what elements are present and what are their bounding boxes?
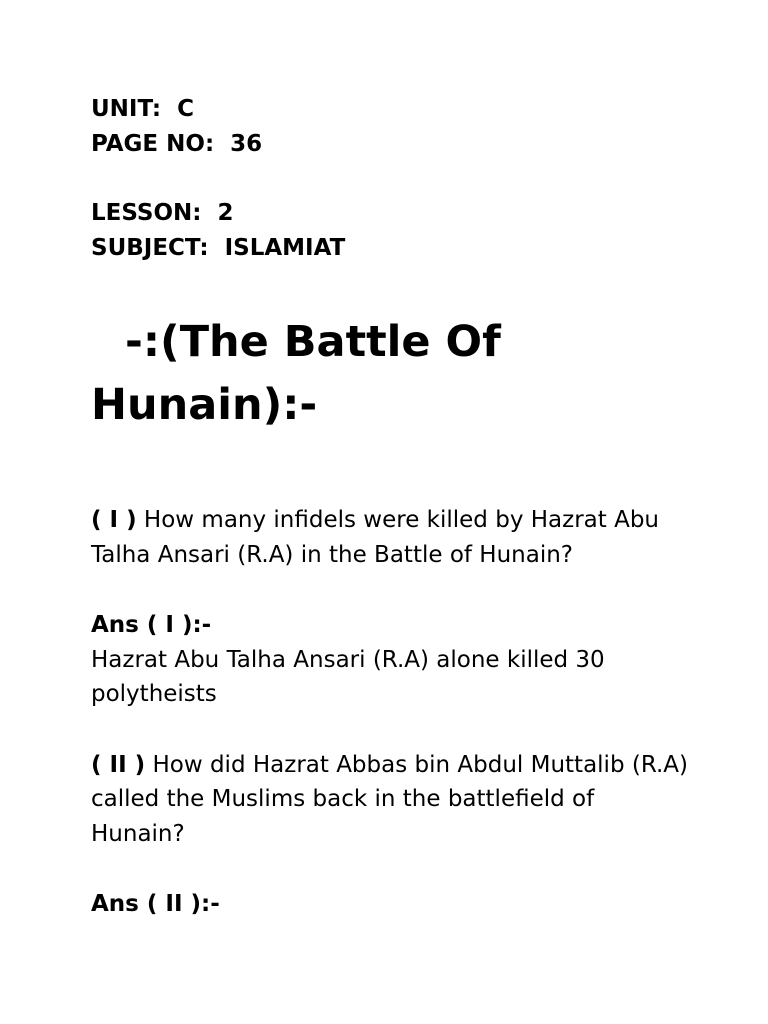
lesson-line (91, 196, 691, 231)
answer-1-text: Hazrat Abu Talha Ansari (R.A) alone killed 30 polytheists (91, 646, 605, 707)
subject-line (91, 231, 691, 266)
question-1-marker: ( I ) (91, 507, 137, 533)
page-number-label: PAGE NO: (91, 130, 215, 157)
page-title: -:(The Battle Of Hunain):- (91, 317, 501, 430)
document-page (91, 92, 691, 922)
unit-line (91, 92, 691, 127)
question-1 (91, 503, 691, 572)
answer-2-heading: Ans ( II ):- (91, 891, 220, 917)
subject-value: ISLAMIAT (224, 234, 346, 261)
question-2-marker: ( II ) (91, 751, 146, 778)
unit-label: UNIT: (91, 96, 162, 122)
lesson-label: LESSON: (91, 200, 202, 226)
lesson-value: 2 (217, 200, 234, 226)
subject-label: SUBJECT: (91, 234, 209, 261)
unit-value: C (177, 96, 195, 122)
question-2 (91, 748, 691, 852)
page-number-line (91, 127, 691, 162)
meta-spacer (91, 161, 691, 196)
question-1-text: How many infidels were killed by Hazrat Abu Talha Ansari (R.A) in the Battle of Hunain? (91, 507, 659, 568)
answer-1-heading: Ans ( I ):- (91, 612, 212, 638)
page-number-value: 36 (230, 130, 263, 157)
question-2-text: How did Hazrat Abbas bin Abdul Muttalib (R.A) called the Muslims back in the battlefield of Hunain? (91, 751, 689, 847)
